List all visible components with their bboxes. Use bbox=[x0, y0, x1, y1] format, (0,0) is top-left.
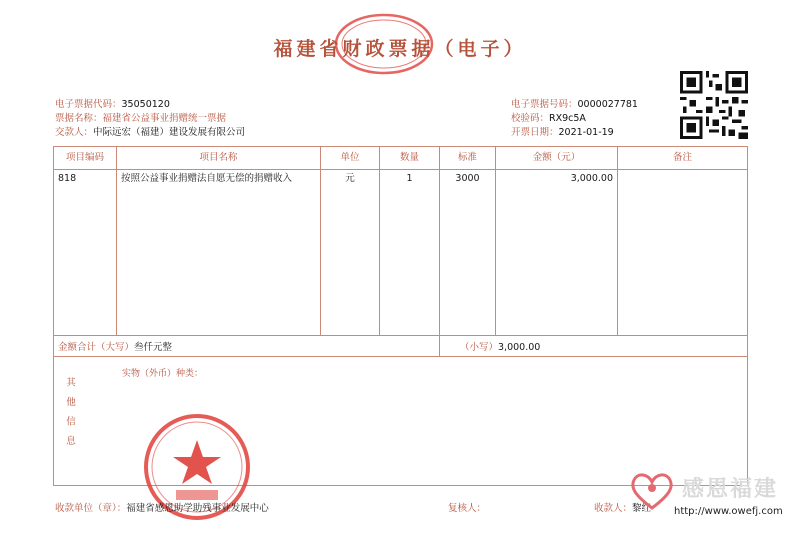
column-header: 项目名称 bbox=[117, 147, 321, 170]
table-row bbox=[54, 170, 748, 336]
payee-unit bbox=[55, 500, 269, 514]
check-label: 校验码： bbox=[511, 113, 550, 124]
number-label: 电子票据号码： bbox=[511, 99, 578, 110]
date-value: 2021-01-19 bbox=[558, 127, 614, 138]
collector-value: 黎红 bbox=[632, 503, 652, 514]
item-code: 818 bbox=[58, 173, 77, 184]
payee-unit-label: 收款单位（章）： bbox=[55, 503, 127, 514]
other-info-label: 其他信息 bbox=[64, 377, 75, 455]
other-info-items: 实物（外币）种类： bbox=[122, 369, 204, 379]
number-value: 0000027781 bbox=[577, 99, 638, 110]
reviewer bbox=[448, 500, 486, 514]
column-header: 数量 bbox=[380, 147, 440, 170]
watermark-brand: 感恩福建 bbox=[682, 477, 779, 502]
payee-unit-value: 福建省感恩助学助残事业发展中心 bbox=[126, 503, 269, 514]
column-header: 单位 bbox=[321, 147, 380, 170]
header-right bbox=[511, 98, 638, 140]
total-row bbox=[54, 336, 748, 357]
qr-code-icon bbox=[680, 71, 748, 139]
total-label: 金额合计（大写） bbox=[58, 342, 135, 353]
code-value: 35050120 bbox=[121, 99, 170, 110]
date-label: 开票日期： bbox=[511, 127, 559, 138]
item-standard: 3000 bbox=[455, 173, 480, 184]
payer-label: 交款人： bbox=[55, 127, 94, 138]
item-unit: 元 bbox=[345, 173, 355, 184]
site-watermark bbox=[628, 470, 788, 525]
document-title: 福建省财政票据（电子） bbox=[273, 38, 527, 60]
collector-label: 收款人： bbox=[594, 503, 633, 514]
table-header-row bbox=[54, 147, 748, 170]
column-header: 金额（元） bbox=[496, 147, 618, 170]
name-label: 票据名称： bbox=[55, 113, 103, 124]
name-value: 福建省公益事业捐赠统一票据 bbox=[102, 113, 227, 124]
total-upper: 叁仟元整 bbox=[134, 342, 173, 353]
column-header: 备注 bbox=[618, 147, 748, 170]
check-value: RX9c5A bbox=[549, 113, 586, 124]
total-small-label: （小写） bbox=[460, 342, 499, 353]
column-header: 项目编码 bbox=[54, 147, 117, 170]
item-amount: 3,000.00 bbox=[570, 173, 613, 184]
watermark-url: http://www.owefj.com bbox=[674, 506, 783, 517]
item-note bbox=[618, 170, 747, 176]
reviewer-label: 复核人： bbox=[448, 503, 487, 514]
total-small: 3,000.00 bbox=[498, 342, 541, 353]
item-qty: 1 bbox=[406, 173, 413, 184]
payer-value: 中际远宏（福建）建设发展有限公司 bbox=[93, 127, 246, 138]
item-name: 按照公益事业捐赠法自愿无偿的捐赠收入 bbox=[121, 173, 293, 184]
column-header: 标准 bbox=[440, 147, 496, 170]
heart-logo-icon bbox=[628, 470, 676, 510]
code-label: 电子票据代码： bbox=[55, 99, 122, 110]
header-left bbox=[55, 98, 245, 140]
